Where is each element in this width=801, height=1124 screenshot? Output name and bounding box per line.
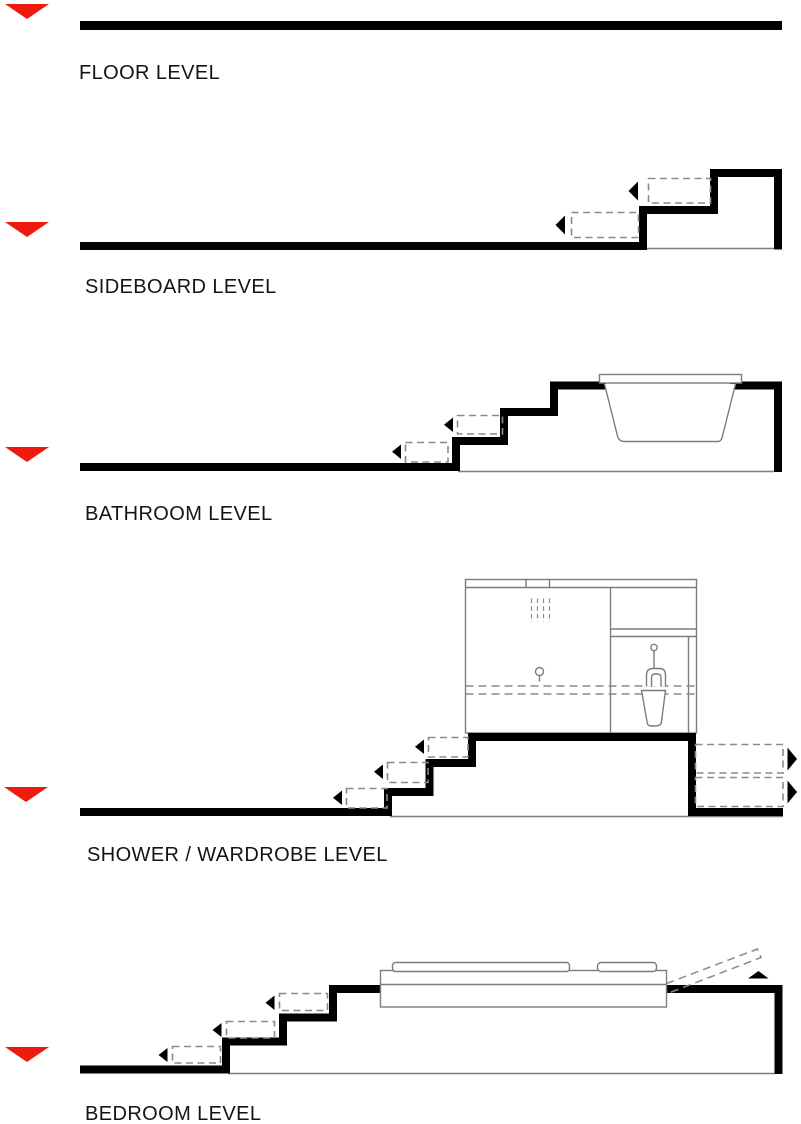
level-marker-icon	[5, 222, 49, 237]
drawer-dashed-top	[280, 994, 328, 1011]
drawer-arrow-left-icon	[213, 1023, 222, 1037]
section-label-sideboard: SIDEBOARD LEVEL	[85, 276, 277, 298]
bathtub-rim	[600, 375, 742, 384]
drawer-arrow-left-icon	[415, 740, 424, 755]
bathroom-level-drawing	[80, 375, 778, 473]
step-profile	[80, 737, 783, 812]
drawer-dashed-top	[429, 738, 469, 758]
mattress	[393, 963, 570, 972]
cistern-knob-icon	[651, 644, 657, 650]
drawer-arrow-left-icon	[333, 791, 342, 806]
drawer-arrow-left-icon	[374, 765, 383, 780]
bed	[381, 963, 667, 1008]
hatch-arrow-up-icon	[748, 971, 769, 979]
drawer-dashed-lower	[406, 443, 449, 463]
drawer-arrow-left-icon	[392, 445, 401, 460]
drawer-dashed-right-bottom	[696, 778, 784, 807]
bedroom-level-drawing	[80, 949, 779, 1074]
section-label-shower-wardrobe: SHOWER / WARDROBE LEVEL	[87, 844, 388, 866]
section-label-floor: FLOOR LEVEL	[79, 62, 221, 84]
door-knob-icon	[536, 668, 544, 676]
drawer-dashed-lower	[572, 213, 639, 238]
sideboard-level-drawing	[80, 173, 778, 250]
shower-wardrobe-level-drawing	[80, 580, 797, 817]
drawer-arrow-right-icon	[788, 748, 798, 771]
bed-base	[381, 971, 667, 1008]
drawer-arrow-left-icon	[556, 216, 566, 235]
section-label-bedroom: BEDROOM LEVEL	[85, 1103, 262, 1124]
level-marker-icon	[5, 1047, 49, 1062]
drawer-dashed-right-top	[696, 745, 784, 774]
drawer-arrow-left-icon	[159, 1048, 168, 1062]
drawer-dashed-middle	[388, 763, 429, 783]
shower-wardrobe-cabinet	[466, 580, 697, 734]
level-marker-icon	[5, 447, 49, 462]
level-marker-icon	[4, 787, 48, 802]
right-wall	[730, 386, 778, 473]
drawer-arrow-left-icon	[629, 182, 639, 201]
section-label-bathroom: BATHROOM LEVEL	[85, 503, 273, 525]
step-profile	[80, 386, 606, 468]
drawer-arrow-left-icon	[444, 418, 453, 433]
step-profile	[80, 173, 778, 250]
drawer-arrow-left-icon	[266, 996, 275, 1011]
drawer-arrow-right-icon	[788, 781, 798, 804]
drawer-dashed-upper	[649, 179, 711, 204]
toilet-bowl	[647, 669, 666, 687]
bathtub-body	[605, 384, 736, 442]
drawer-dashed-bottom	[173, 1047, 221, 1064]
pillow	[598, 963, 657, 972]
drawer-dashed-upper	[458, 416, 503, 435]
level-marker-icon	[5, 4, 49, 19]
drawer-dashed-bottom	[347, 789, 388, 809]
drawer-dashed-middle	[227, 1022, 275, 1039]
